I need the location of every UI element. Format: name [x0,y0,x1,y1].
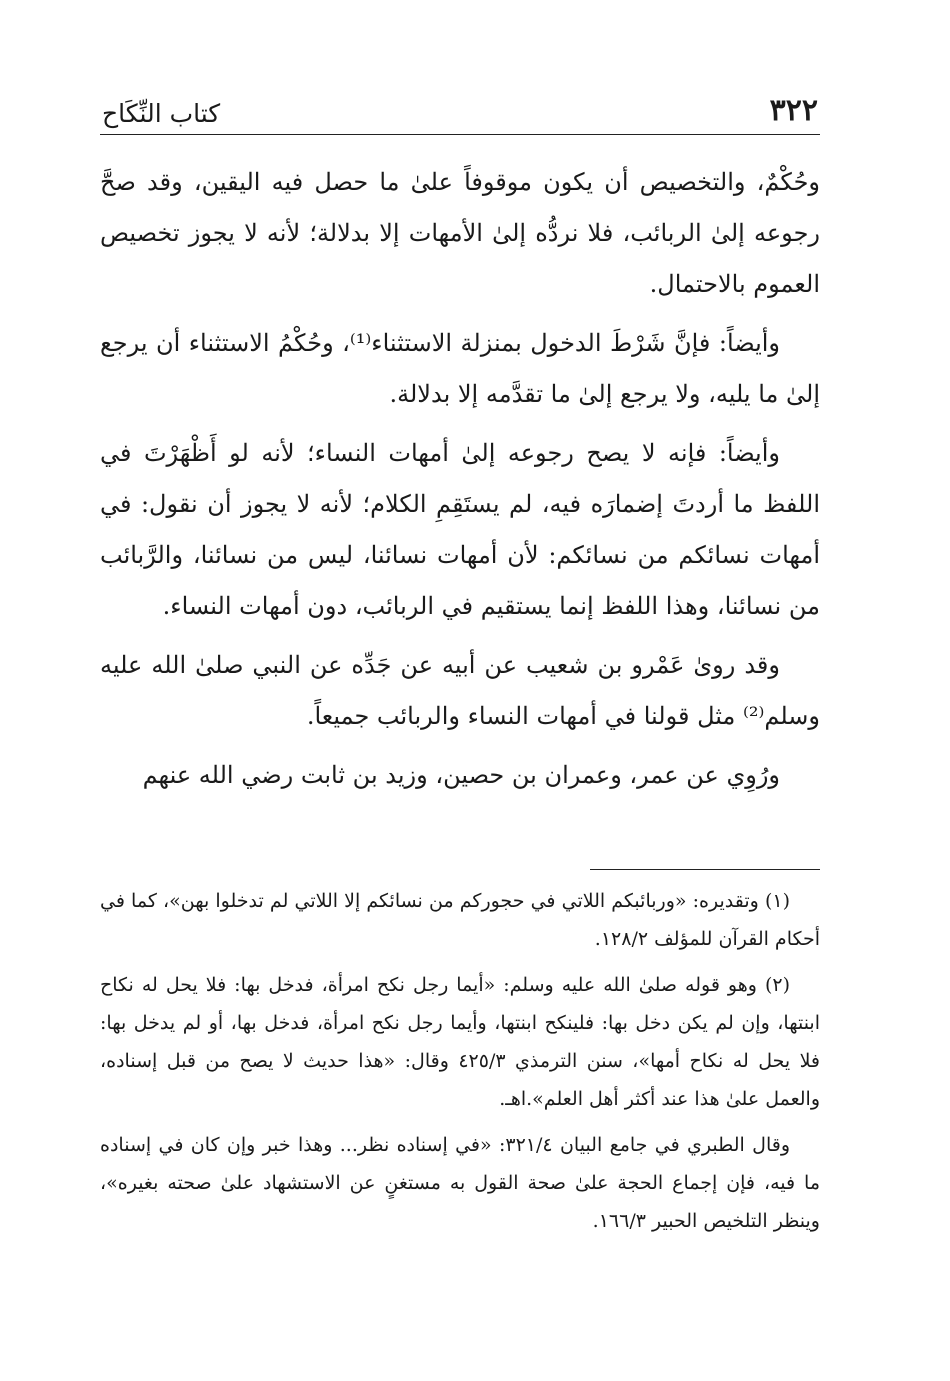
main-text [100,157,820,801]
book-title: كتاب النِّكَاح [102,99,221,128]
footnotes [100,882,820,1240]
paragraph: وأيضاً: فإنه لا يصح رجوعه إلىٰ أمهات النساء؛ لأنه لو أَظْهَرْتَ في اللفظ ما أردتَ إضمارَه فيه، لم يستَقِمِ الكلام؛ لأنه لا يجوز أن نقول: في أمهات نسائكم من نسائكم: لأن أمهات نسائنا، ليس من نسائنا، والرَّبائب من نسائنا، وهذا اللفظ إنما يستقيم في الربائب، دون أمهات النساء. [100,439,820,620]
paragraph: وأيضاً: فإنَّ شَرْطَ الدخول بمنزلة الاستثناء⁽¹⁾، وحُكْمُ الاستثناء أن يرجع إلىٰ ما يليه، ولا يرجع إلىٰ ما تقدَّمه إلا بدلالة. [100,329,820,408]
paragraph: ورُوِي عن عمر، وعمران بن حصين، وزيد بن ثابت رضي الله عنهم [142,761,780,789]
paragraph-continuation: وحُكْمٌ، والتخصيص أن يكون موقوفاً علىٰ ما حصل فيه اليقين، وقد صحَّ رجوعه إلىٰ الربائب، فلا نردُّه إلىٰ الأمهات إلا بدلالة؛ لأنه لا يجوز تخصيص العموم بالاحتمال. [100,168,821,298]
page-number: ٣٢٢ [769,93,818,128]
book-page [100,80,820,1248]
footnote: (١) وتقديره: «وربائبكم اللاتي في حجوركم من نسائكم إلا اللاتي لم تدخلوا بهن»، كما في أحكام القرآن للمؤلف ١٢٨/٢. [100,890,820,950]
footnote-separator [590,869,820,870]
running-header [100,80,820,135]
footnote: (٢) وهو قوله صلىٰ الله عليه وسلم: «أيما رجل نكح امرأة، فدخل بها: فلا يحل له نكاح ابنتها، وإن لم يكن دخل بها: فلينكح ابنتها، وأيما رجل نكح امرأة، فدخل بها، أو لم يدخل بها: فلا يحل له نكاح أمها»، سنن الترمذي ٤٢٥/٣ وقال: «هذا حديث لا يصح من قبل إسناده، والعمل علىٰ هذا عند أكثر أهل العلم».اهـ. [100,974,821,1110]
footnote: وقال الطبري في جامع البيان ٣٢١/٤: «في إسناده نظر... وهذا خبر وإن كان في إسناده ما فيه، فإن إجماع الحجة علىٰ صحة القول به مستغنٍ عن الاستشهاد علىٰ صحته بغيره»، وينظر التلخيص الحبير ١٦٦/٣. [100,1134,820,1232]
paragraph: وقد روىٰ عَمْرو بن شعيب عن أبيه عن جَدِّه عن النبي صلىٰ الله عليه وسلم⁽²⁾ مثل قولنا في أمهات النساء والربائب جميعاً. [100,651,820,730]
